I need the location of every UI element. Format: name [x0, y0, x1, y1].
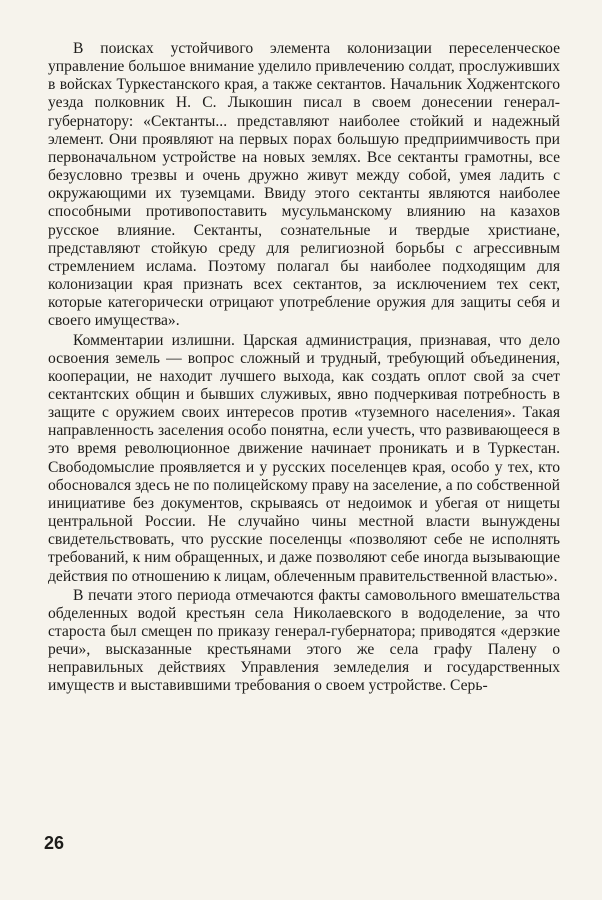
body-text [48, 40, 560, 696]
paragraph-colonization: В поисках устойчивого элемента колонизации переселенческое управление большое внимание уделило привлечению солдат, прослуживших в войсках Туркестанского края, а также сектантов. Начальник Ходжентского уезда полковник Н. С. Лыкошин писал в своем донесении генерал-губернатору: «Сектанты... представляют наиболее стойкий и надежный элемент. Они проявляют на первых порах большую предприимчивость при первоначальном устройстве на новых землях. Все сектанты грамотны, все безусловно трезвы и очень дружно живут между собой, умея ладить с окружающими их туземцами. Ввиду этого сектанты являются наиболее способными противопоставить мусульманскому влиянию на казахов русское влияние. Сектанты, сознательные и твердые христиане, представляют стойкую среду для религиозной борьбы с агрессивным стремлением ислама. Поэтому полагал бы наиболее подходящим для колонизации края признать всех сектантов, за исключением тех сект, которые категорически отрицают употребление оружия для защиты себя и своего имущества». [48, 40, 560, 330]
paragraph-commentary: Комментарии излишни. Царская администрация, признавая, что дело освоения земель — вопрос сложный и трудный, требующий объединения, кооперации, не находит лучшего выхода, как создать оплот свой за счет сектантских общин и бывших служивых, явно подчеркивая потребность в защите с оружием своих интересов против «туземного населения». Такая направленность заселения особо понятна, если учесть, что развивающееся в это время революционное движение начинает проникать и в Туркестан. Свободомыслие проявляется и у русских поселенцев края, особо у тех, кто обосновался здесь не по полицейскому праву на заселение, а по собственной инициативе без документов, скрываясь от недоимок и убегая от нищеты центральной России. Не случайно чины местной власти вынуждены свидетельствовать, что русские поселенцы «позволяют себе не исполнять требований, к ним обращенных, и даже позволяют себе иногда вызывающие действия по отношению к лицам, облеченным правительственной властью». [48, 331, 560, 585]
page-number: 26 [44, 833, 65, 853]
paragraph-press: В печати этого периода отмечаются факты самовольного вмешательства обделенных водой крестьян села Николаевского в вододеление, за что староста был смещен по приказу генерал-губернатора; приводятся «дерзкие речи», высказанные крестьянами этого же села графу Палену о неправильных действиях Управления земледелия и государственных имуществ и выставившими требования о своем устройстве. Серь- [48, 586, 560, 695]
